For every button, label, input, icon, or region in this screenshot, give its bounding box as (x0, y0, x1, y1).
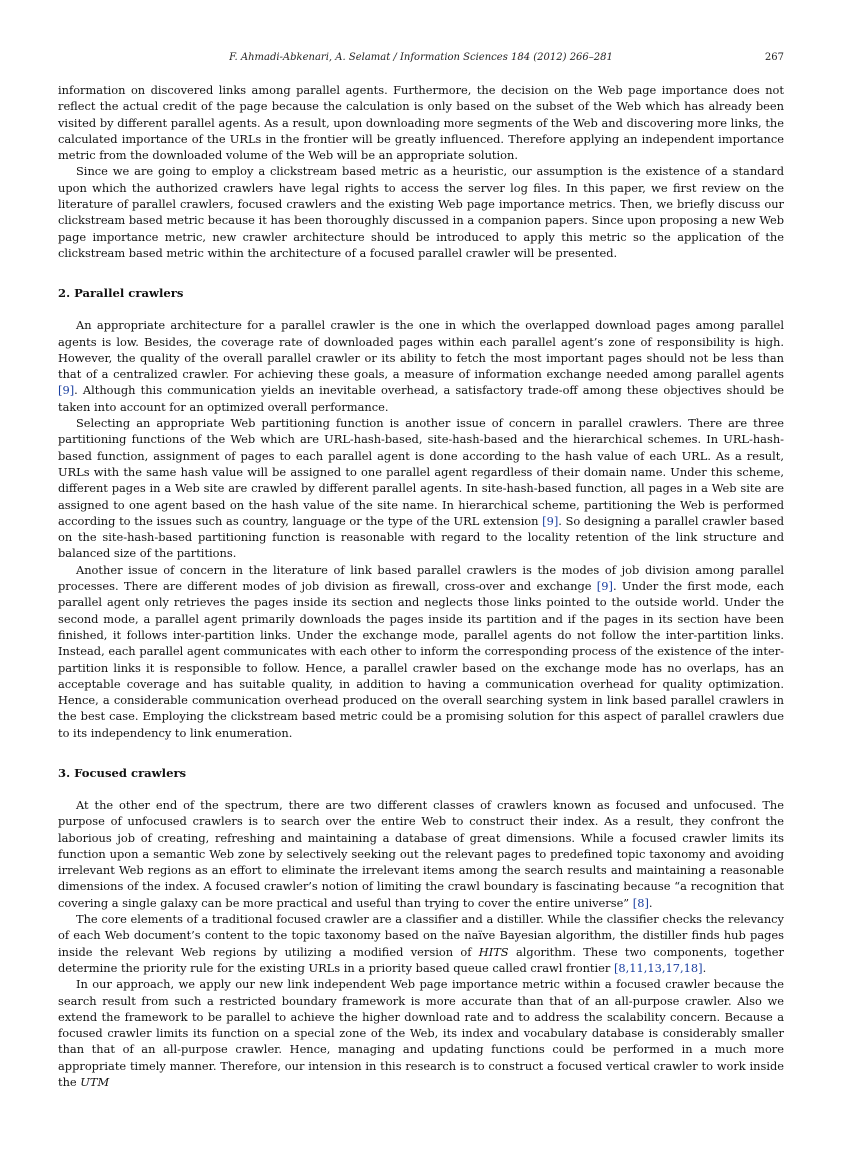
text-run: . Under the first mode, each parallel agent only retrieves the pages inside its section and neglects those links pointed to the outside world. Under the second mode, a parallel agent primarily downloads the pages inside its partition and if the pages in its section have been finished, it follows inter-partition links. Under the exchange mode, parallel agents do not follow the inter-partition links. Instead, each parallel agent communicates with each other to inform the corresponding process of the existence of the inter-partition links it is responsible to follow. Hence, a parallel crawler based on the exchange mode has no overlaps, has an acceptable coverage and has suitable quality, in addition to having a communication overhead for quality optimization. Hence, a considerable communication overhead produced on the overall searching system in link based parallel crawlers in the best case. Employing the clickstream based metric could be a promising solution for this aspect of parallel crawlers due to its independency to link enumeration. (58, 579, 784, 740)
section-2-heading: 2. Parallel crawlers (58, 286, 184, 301)
journal-citation-line: F. Ahmadi-Abkenari, A. Selamat / Information Sciences 184 (2012) 266–281 (229, 52, 613, 63)
citation-link[interactable]: [9] (58, 383, 75, 398)
citation-link[interactable]: [9] (542, 513, 559, 528)
article-body (58, 82, 784, 1090)
section-3-heading: 3. Focused crawlers (58, 765, 187, 780)
text-run: algorithm. These two components, together determine the priority rule for the existing URLs in a priority based queue called crawl frontier (58, 944, 784, 975)
text-run: . (648, 895, 653, 910)
section-3-paragraph-2 (58, 911, 784, 976)
text-run: The core elements of a traditional focused crawler are a classifier and a distiller. While the classifier checks the relevancy of each Web document’s content to the topic taxonomy based on the naïve Bayesian algorithm, the distiller finds hub pages inside the relevant Web regions by utilizing a modified version of (58, 912, 784, 959)
page-number: 267 (764, 52, 784, 63)
text-run: . Although this communication yields an inevitable overhead, a satisfactory trade-off among these objectives should be taken into account for an optimized overall performance. (58, 383, 784, 414)
text-run: . So designing a parallel crawler based on the site-hash-based partitioning function is reasonable with regard to the locality retention of the link structure and balanced size of the partitions. (58, 513, 784, 561)
citation-link[interactable]: [9] (596, 579, 613, 594)
text-run: In our approach, we apply our new link independent Web page importance metric within a focused crawler because the search result from such a restricted boundary framework is more accurate than that of an all-purpose crawler. Also we extend the framework to be parallel to achieve the higher download rate and to address the scalability concern. Because a focused crawler limits its function on a special zone of the Web, its index and vocabulary database is considerably smaller than that of an all-purpose crawler. Hence, managing and updating functions could be performed in a much more appropriate timely manner. Therefore, our intension in this research is to construct a focused vertical crawler to work inside the (58, 977, 784, 1090)
section-2-paragraph-3 (58, 562, 784, 741)
text-run: Selecting an appropriate Web partitioning function is another issue of concern in parallel crawlers. There are three partitioning functions of the Web which are URL-hash-based, site-hash-based and the hierarchical schemes. In URL-hash-based function, assignment of pages to each parallel agent is done according to the hash value of each URL. As a result, URLs with the same hash value will be assigned to one parallel agent regardless of their domain name. Under this scheme, different pages in a Web site are crawled by different parallel agents. In site-hash-based function, all pages in a Web site are assigned to one agent based on the hash value of the site name. In hierarchical scheme, partitioning the Web is performed according to the issues such as country, language or the type of the URL extension (58, 416, 784, 528)
intro-paragraph-1: information on discovered links among parallel agents. Furthermore, the decision on the Web page importance does not reflect the actual credit of the page because the calculation is only based on the subset of the Web which has already been visited by different parallel agents. As a result, upon downloading more segments of the Web and discovering more links, the calculated importance of the URLs in the frontier will be greatly influenced. Therefore applying an independent importance metric from the downloaded volume of the Web will be an appropriate solution. (58, 83, 784, 163)
text-run: An appropriate architecture for a parallel crawler is the one in which the overlapped download pages among parallel agents is low. Besides, the coverage rate of downloaded pages within each parallel agent’s zone of responsibility is high. However, the quality of the overall parallel crawler or its ability to fetch the most important pages should not be less than that of a centralized crawler. For achieving these goals, a measure of information exchange needed among parallel agents (58, 318, 784, 382)
section-2-paragraph-2 (58, 415, 784, 562)
citation-link[interactable]: [8] (632, 895, 649, 910)
intro-paragraph-2: Since we are going to employ a clickstream based metric as a heuristic, our assumption is the existence of a standard upon which the authorized crawlers have legal rights to access the server log files. In this paper, we first review on the literature of parallel crawlers, focused crawlers and the existing Web page importance metrics. Then, we briefly discuss our clickstream based metric because it has been thoroughly discussed in a companion papers. Since upon proposing a new Web page importance metric, new crawler architecture should be introduced to apply this metric so the application of the clickstream based metric within the architecture of a focused parallel crawler will be presented. (58, 164, 784, 260)
text-run: At the other end of the spectrum, there are two different classes of crawlers known as focused and unfocused. The purpose of unfocused crawlers is to search over the entire Web to construct their index. As a result, they confront the laborious job of creating, refreshing and maintaining a database of great dimensions. While a focused crawler limits its function upon a semantic Web zone by selectively seeking out the relevant pages to predefined topic taxonomy and avoiding irrelevant Web regions as an effort to eliminate the irrelevant items among the search results and maintaining a reasonable dimensions of the index. A focused crawler’s notion of limiting the crawl boundary is fascinating because “a recognition that covering a single galaxy can be more practical and useful than trying to cover the entire universe” (58, 797, 784, 910)
italic-term: HITS (478, 944, 509, 959)
text-run: Another issue of concern in the literature of link based parallel crawlers is the modes of job division among parallel processes. There are different modes of job division as firewall, cross-over and exchange (58, 562, 784, 594)
citation-link[interactable]: [8,11,13,17,18] (613, 960, 703, 975)
italic-term: UTM (80, 1075, 110, 1090)
text-run: . (702, 960, 707, 975)
section-3-paragraph-3 (58, 976, 784, 1090)
section-2-paragraph-1 (58, 317, 784, 415)
running-header (58, 52, 784, 68)
section-3-paragraph-1 (58, 797, 784, 911)
